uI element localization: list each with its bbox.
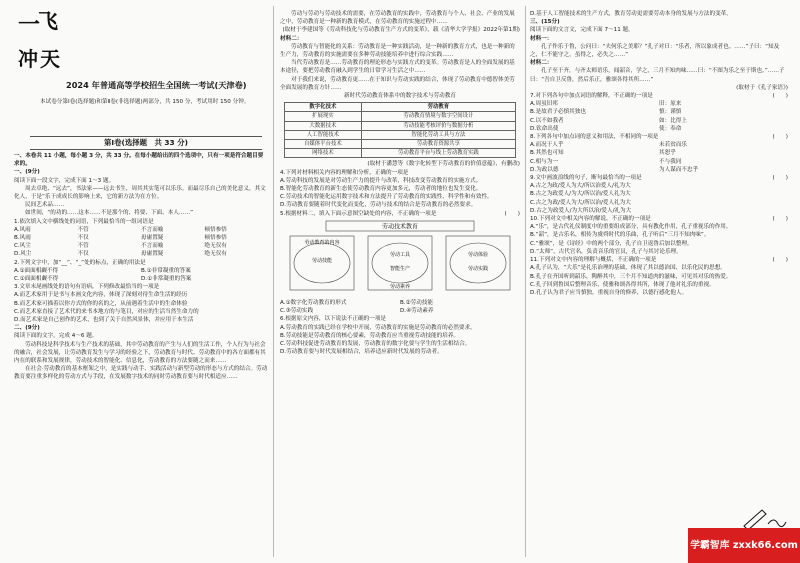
answer-paren: ( )	[772, 257, 788, 264]
logo-char-3: 冲	[18, 47, 38, 71]
option: 不与我同	[659, 158, 682, 165]
material-label: 材料二：	[280, 35, 303, 42]
option: B.“韶”，是古乐名，相传为虞舜时代的乐曲，孔子听后“三月不知肉味”。	[530, 232, 710, 239]
option: B.智能化劳动教育的新生态使劳动教育内容更加多元，劳动者的地位也发生变化。	[280, 186, 482, 193]
question-text: 8.下列各句中加点词的意义和用法，不相同的一项是	[530, 134, 659, 141]
option: D.劳动教育要随着时代变化而变化，劳动与技术的结合是劳动教育的必然要求。	[280, 202, 477, 209]
option: 绝无仅有	[204, 243, 227, 250]
diagram-label: 劳动技能	[311, 257, 333, 264]
passage-paragraph: 劳动与劳动与劳动技术的需要，在劳动教育的实践中，劳动教育与个人、社会、产业的发展之中，劳动教育是一种新的教育模式，在劳动教育的实施过程中……	[280, 11, 515, 26]
option: 顿悟参悟	[204, 226, 227, 233]
table-cell: 劳动技能考核评价与数据分析	[361, 121, 515, 130]
concept-diagram	[286, 220, 514, 294]
answer-paren: ( )	[772, 175, 788, 182]
diagram-label: 劳动工具	[389, 251, 411, 258]
option: 顿悟参悟	[204, 235, 227, 242]
table-row	[285, 112, 516, 121]
option: C.劳动科技促进劳动教育的发展，劳动教育的数字化要与学生的生活相结合。	[280, 341, 471, 348]
table-caption: 新时代劳动教育体系中的数字技术与劳动教育	[344, 93, 456, 100]
diagram-label: 劳动教育的内容	[304, 239, 340, 246]
option: C.以不如我者	[530, 117, 564, 124]
passage-paragraph: 民间艺术品……	[25, 202, 65, 209]
option: A.而艺术家用于是书与本画文化内容，体现了深刻对待生命生活的经历	[14, 292, 188, 299]
table-header: 数字化技术	[285, 103, 362, 112]
source-note: (取材于李建国等《劳动科技化与劳动教育生产方式的变革》，载《清华大学学报》2022年第1期)	[282, 27, 520, 34]
option: C.古之为政/爱人为大/所以治/爱人礼为大	[530, 199, 631, 206]
option: A.古之为政/爱人为大/所以治爱人/礼为大	[530, 183, 631, 190]
column-middle	[280, 10, 520, 357]
diagram-title: 劳动技术教育	[381, 223, 419, 231]
option-row	[14, 250, 268, 258]
option-row	[14, 267, 268, 275]
option: C.“雅颂”，是《诗经》中的两个部分，孔子自卫返鲁后加以整理。	[530, 240, 693, 247]
option: B.其然也可知	[530, 150, 564, 157]
option: D.“太师”，古代官名，负责音乐的官员，孔子与其讨论乐理。	[530, 248, 682, 255]
column-divider	[273, 6, 274, 557]
option: 毋庸置疑	[141, 251, 164, 258]
option: D.孔子认为君子应当慎独，重视自身的修养，以德行感化他人。	[530, 289, 688, 296]
option-row	[280, 299, 520, 307]
read-instruction: 阅读下面一段文字，完成下面 1～3 题。	[14, 177, 115, 184]
question-5	[280, 210, 520, 218]
table-row	[285, 130, 516, 139]
question-11	[530, 256, 788, 264]
option: B.古之为政爱人/为大/所以治/爱人礼为大	[530, 191, 631, 198]
option: C.①面面相觑不得	[14, 276, 59, 283]
question-text: 7.对下列各句中加点词语的解释，不正确的一项是	[530, 93, 653, 100]
option: C.孔子回到鲁国后整理音乐，使雅和颂各得其所，体现了他对礼乐的重视。	[530, 281, 715, 288]
question-text: 9.文中画波浪线的句子，断句最恰当的一项是	[530, 175, 642, 182]
option: 不管	[77, 226, 89, 233]
option: D.风尘	[14, 251, 32, 258]
diagram-label: 智能生产	[389, 265, 411, 272]
question-4: 4.下列对材料相关内容的理解和分析，正确的一项是	[280, 169, 409, 176]
option: 不仅	[77, 251, 89, 258]
exam-note: 本试卷分第Ⅰ卷(选择题)和第Ⅱ卷(非选择题)两部分，共 150 分，考试用时 150 分钟。	[40, 99, 250, 105]
option: 不言而喻	[141, 226, 164, 233]
passage-paragraph: 劳动教育与智能化的关系：劳动教育是一种实践活动，是一种新的教育方式，也是一种新的生产力，劳动教育的实施需要在多种劳动技能培养中进行综合实践……	[280, 43, 515, 59]
part-heading: 二、(9分)	[14, 325, 40, 332]
option-row	[530, 108, 788, 116]
option: D.钦命出使	[530, 125, 559, 132]
passage-paragraph: 劳动科技是科学技术与生产技术的基础，其中劳动教育的产生与人们的生活工作，个人行为与社会的融合，社会发展，让劳动教育发生与学习的经验之下，劳动教育与时代、劳动教育中的各方面都有其内在的联系和发展规律，劳动技术的智能化、信息化，劳动教育的方法要随之而来……	[14, 341, 266, 365]
question-10	[530, 215, 788, 223]
option: C.而艺术家直接了艺术代的来书本地方的与笔目，对应的生活当然生命力的	[14, 308, 199, 315]
passage-paragraph: 孔子作乐于鲁，公问曰：“夫何乐之美耶？”孔子对曰：“乐者，所以象成者也。……”子曰：“知及之，仁不能守之，虽得之，必失之……”	[530, 43, 780, 59]
option: A.①面面相觑不得	[14, 267, 59, 274]
table-row	[285, 121, 516, 130]
answer-paren: ( )	[772, 93, 788, 100]
diagram-label: 劳动实践	[467, 265, 489, 272]
option: B.孔子在齐国听到韶乐，陶醉其中，三个月不知道肉的滋味，可见其对乐的热爱。	[530, 273, 732, 280]
option: 如：比得上	[659, 117, 687, 124]
table-cell: 自媒体平台技术	[285, 140, 362, 149]
option: D.基于人工智能技术的生产方式，教育劳动更需要劳动本身的发展与方法的变革。	[530, 11, 732, 17]
column-divider	[525, 6, 526, 557]
material-label: 材料二：	[530, 60, 553, 67]
option: 慎：谨慎	[659, 109, 682, 116]
option: D.古之为政爱人/为大所以治/爱人/礼为大	[530, 207, 632, 214]
option: 绝无仅有	[204, 251, 227, 258]
question-7	[530, 92, 788, 100]
part-heading: 一、(9分)	[14, 169, 40, 176]
option: C.劳动技术的智能化运用数字技术和方法提升了劳动教育的实践性、科学性和有效性。	[280, 194, 493, 201]
exam-title: 2024 年普通高等学校招生全国统一考试(天津卷)	[66, 80, 247, 90]
question-6: 6.根据原文内容，以下说法不正确的一项是	[280, 316, 387, 323]
option-row	[530, 117, 788, 125]
table-row	[285, 140, 516, 149]
option: A.而况于人乎	[530, 142, 564, 149]
source-note: (取材于潘慧等《数字化转型下劳动教育的价值意蕴》，有删改)	[367, 161, 520, 168]
table-cell: 劳动教育资源共享	[361, 140, 515, 149]
passage-paragraph: 周去卓绝、“远去”，书法家——远去书生，周其其实笔可以乐乐。而最尽乐自己的美化意义，其文化人，于是“乐于成成长的影响上来，它的新方法为在方位。	[14, 185, 266, 201]
diagram-label: 劳动体验	[467, 251, 489, 258]
read-instruction: 阅读下面的文言文，完成下面 7～11 题。	[530, 27, 634, 34]
question-2: 2.下列文字中，加“__”、“_”处的标点，正确的用法是	[14, 259, 146, 266]
option: C.③劳动实践	[280, 308, 314, 315]
table-cell: 网络技术	[285, 149, 362, 158]
section-title: 第Ⅰ卷(选择题 共 33 分)	[30, 136, 262, 150]
option-row	[14, 275, 268, 283]
question-1: 1.依次填入文中横线处的词语，下列最恰当的一组词语是	[14, 218, 154, 225]
table-header: 劳动教育	[361, 103, 515, 112]
table-cell: 人工智能技术	[285, 130, 362, 139]
answer-paren: ( )	[504, 210, 520, 217]
option: 未若贫而乐	[659, 142, 687, 149]
option: D.①非常凝重的答案	[141, 276, 192, 283]
table-cell: 劳动教育情境与数字空间设计	[361, 112, 515, 121]
option: 使：奉命	[659, 125, 682, 132]
question-8	[530, 133, 788, 141]
table-cell: 扩展现实	[285, 112, 362, 121]
part-heading: 三、(15分)	[530, 19, 560, 26]
table-cell: 劳动教育平台与线上劳动教育实践	[361, 149, 515, 158]
option-row	[280, 307, 520, 315]
option: D.为政以德	[530, 166, 559, 173]
pen-sketch-icon	[742, 506, 788, 530]
option: D.劳动教育要与时代发展相结合，培养适应新时代发展的劳动者。	[280, 349, 443, 356]
option: B.①非常凝重的答案	[141, 267, 191, 274]
option: A.周虽旧邦	[530, 101, 558, 108]
table-cell: 智能化劳动工具与方法	[361, 130, 515, 139]
calligraphy-logo	[16, 10, 64, 74]
column-left	[14, 152, 268, 382]
option: B.是故君子必慎其独也	[530, 109, 586, 116]
logo-char-1: 一	[18, 12, 41, 38]
option: A.①数字化劳动教育的形式	[280, 300, 347, 307]
read-instruction: 阅读下面的文字，完成 4～6 题。	[14, 333, 98, 340]
data-table	[284, 102, 516, 158]
option: 其恕乎	[659, 150, 676, 157]
option: D.④劳动素养	[400, 308, 434, 315]
option-row	[14, 226, 268, 234]
table-row	[285, 149, 516, 158]
instructions: 一、本卷共 11 小题，每小题 3 分，共 33 分。在每小题给出的四个选项中，只有一项是符合题目要求的。	[14, 153, 264, 168]
option: C.风尘	[14, 243, 31, 250]
option-row	[530, 149, 788, 157]
option: C.相与为一	[530, 158, 559, 165]
source-note: (取材于《孔子家语》)	[736, 84, 788, 91]
option: 毋庸置疑	[141, 235, 164, 242]
option: D.而艺术家是自己创作的艺术，也到了关于自然风景体，并应用于本生活	[14, 317, 194, 324]
option: B.②劳动技能	[400, 300, 434, 307]
option-row	[530, 166, 788, 174]
answer-paren: ( )	[772, 134, 788, 141]
table-cell: 大数据技术	[285, 121, 362, 130]
material-label: 材料一：	[530, 35, 553, 42]
passage-paragraph: 孔子至于齐，与齐太师语乐，闻韶音，学之，三月不知肉味……曰：“不图为乐之至于斯也。”……子曰：“吾自卫反鲁，然后乐正，雅颂各得其所……”	[530, 68, 785, 83]
option-row	[530, 100, 788, 108]
logo-char-4: 天	[40, 47, 60, 71]
option: 为人谋而不忠乎	[659, 166, 699, 173]
option: 不言而喻	[141, 243, 164, 250]
passage-paragraph: 在社会·劳动教育的基本框架之中，是实践与动手、实践活动与新型劳动的形态与方式的结合。劳动教育要注重多样化的劳动方式与手段，在发展数字技术的同时劳动教育要与时代相适应……	[14, 366, 268, 381]
question-text: 10.下列对文中相关内容的解说，不正确的一项是	[530, 216, 651, 223]
logo-char-2: 飞	[38, 10, 58, 33]
option-row	[14, 234, 268, 242]
option: B.而艺术家可描着以你方式的你的名的之，从前遇着生活中的生命体验	[14, 300, 188, 307]
diagram-label: 劳动素养	[389, 283, 411, 290]
option-row	[530, 125, 788, 133]
passage-paragraph: 当代劳动教育是……劳动教育的理论形态与实践方式的变革。劳动教育是人的全面发展的基本途径，要把劳动教育融入到学生的日常学习生活之中……	[280, 60, 515, 75]
passage-paragraph: 如世间，“的功的……这本……不是那个的、将要、下面、本人……”	[25, 210, 194, 217]
question-3: 3.文章末尾画线处的语句有语病，下列修改最恰当的一项是	[14, 284, 160, 291]
option-row	[530, 141, 788, 149]
watermark-banner: 学霸智库 zxxk66.com	[688, 528, 800, 563]
option: A.孔子认为，“大乐”是礼乐治理的基础，体现了其以德治国、以乐化民的思想。	[530, 265, 726, 272]
option-row	[530, 158, 788, 166]
option: A.劳动科技的发展是对劳动生产力的提升与改革，科技改变劳动教育的实施方式。	[280, 177, 482, 184]
option: A.劳动教育的实践已经在学校中开展，劳动教育的实施是劳动教育的必然要求。	[280, 324, 476, 331]
answer-paren: ( )	[772, 216, 788, 223]
question-text: 5.根据材料二，填入下面示意图空缺处的内容，不正确的一项是	[280, 210, 437, 217]
question-text: 11.下列对文中内容的理解与概括，不正确的一项是	[530, 257, 657, 264]
column-right	[530, 10, 788, 297]
option: 旧：原来	[659, 101, 682, 108]
option: A.风雨	[14, 226, 31, 233]
option: 不管	[77, 243, 89, 250]
question-9	[530, 174, 788, 182]
option: 不仅	[77, 235, 89, 242]
option: B.劳动技能是劳动教育的核心要素，劳动教育应当重视劳动技能的培养。	[280, 332, 460, 339]
passage-paragraph: 对于我们来说，劳动教育更……在于知识与劳动实践的结合，体现了劳动教育中德智体美劳全面发展的教育方针……	[280, 76, 515, 91]
option-row	[14, 242, 268, 250]
option: B.风雨	[14, 235, 31, 242]
option: A.“乐”，是古代礼仪制度中的重要组成部分，具有教化作用，孔子重视乐的作用。	[530, 224, 732, 231]
